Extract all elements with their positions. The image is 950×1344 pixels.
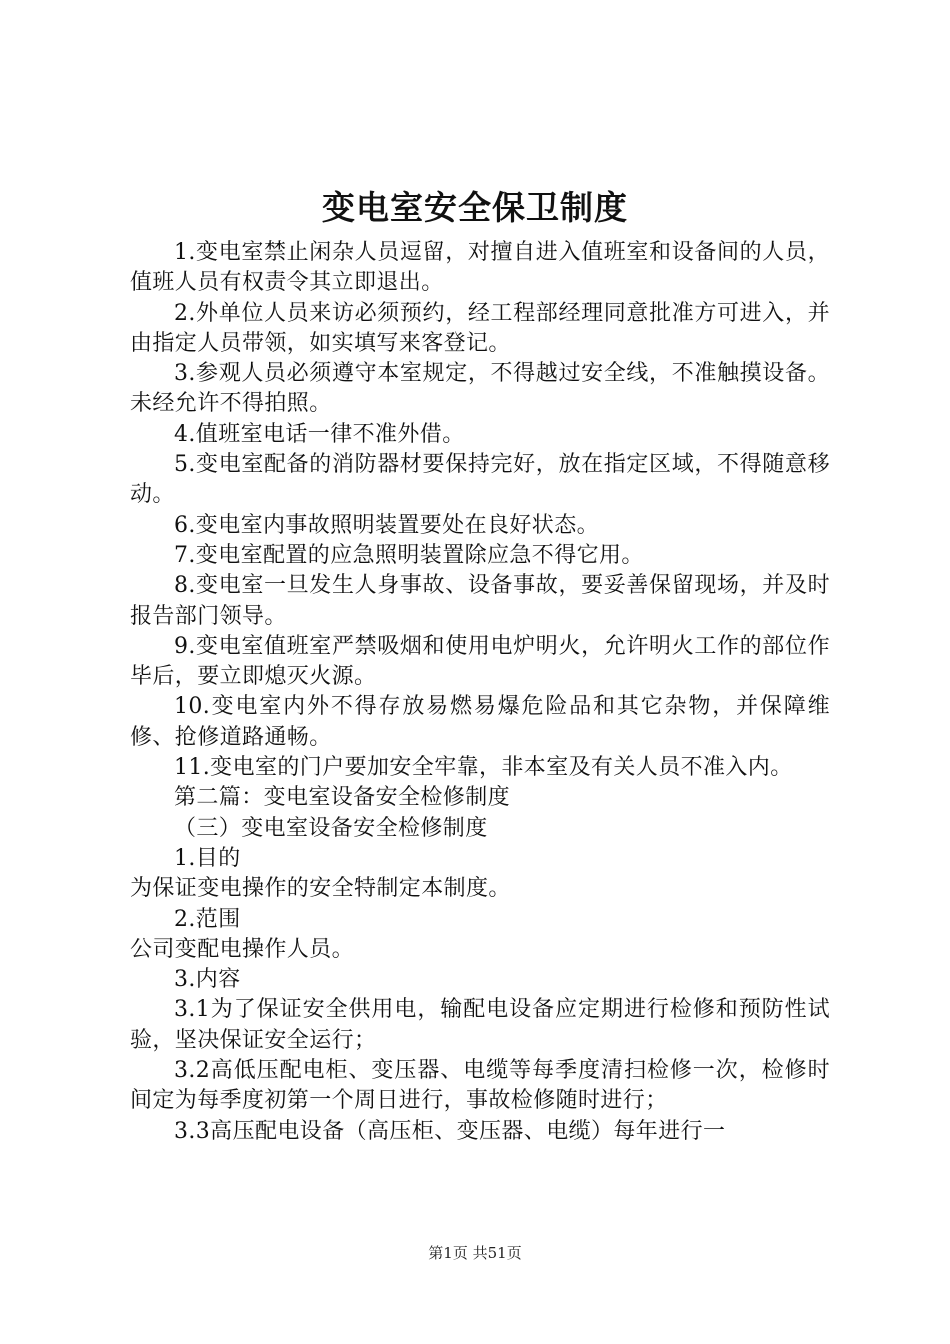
paragraph: 6.变电室内事故照明装置要处在良好状态。: [174, 512, 599, 538]
paragraph: 8.变电室一旦发生人身事故、设备事故，要妥善保留现场，并及时报告部门领导。: [130, 573, 830, 629]
paragraph: 2.范围: [174, 906, 241, 932]
paragraph: 3.参观人员必须遵守本室规定，不得越过安全线，不准触摸设备。未经允许不得拍照。: [130, 361, 830, 417]
paragraph: 5.变电室配备的消防器材要保持完好，放在指定区域，不得随意移动。: [130, 452, 830, 508]
paragraph: 第二篇：变电室设备安全检修制度: [174, 785, 511, 811]
document-body: [130, 238, 830, 1147]
paragraph: 1.目的: [174, 845, 241, 871]
paragraph: 7.变电室配置的应急照明装置除应急不得它用。: [174, 542, 644, 568]
paragraph: 10.变电室内外不得存放易燃易爆危险品和其它杂物，并保障维修、抢修道路通畅。: [130, 694, 830, 750]
paragraph: 3.3高压配电设备（高压柜、变压器、电缆）每年进行一: [174, 1118, 726, 1144]
paragraph: 3.1为了保证安全供用电，输配电设备应定期进行检修和预防性试验，坚决保证安全运行；: [130, 997, 830, 1053]
page-footer: 第1页 共51页: [428, 1244, 522, 1262]
paragraph: 公司变配电操作人员。: [130, 936, 355, 962]
paragraph: 11.变电室的门户要加安全牢靠，非本室及有关人员不准入内。: [174, 755, 793, 781]
paragraph: 3.2高低压配电柜、变压器、电缆等每季度清扫检修一次，检修时间定为每季度初第一个周日进行，事故检修随时进行；: [130, 1058, 830, 1114]
paragraph: 1.变电室禁止闲杂人员逗留，对擅自进入值班室和设备间的人员，值班人员有权责令其立即退出。: [130, 240, 830, 296]
paragraph: 9.变电室值班室严禁吸烟和使用电炉明火，允许明火工作的部位作毕后，要立即熄灭火源。: [130, 633, 830, 690]
paragraph: 2.外单位人员来访必须预约，经工程部经理同意批准方可进入，并由指定人员带领，如实填写来客登记。: [130, 300, 830, 356]
document-title: 变电室安全保卫制度: [322, 188, 628, 227]
paragraph: （三）变电室设备安全检修制度: [174, 815, 488, 841]
paragraph: 3.内容: [174, 967, 241, 993]
paragraph: 4.值班室电话一律不准外借。: [174, 421, 465, 447]
paragraph: 为保证变电操作的安全特制定本制度。: [130, 876, 511, 902]
